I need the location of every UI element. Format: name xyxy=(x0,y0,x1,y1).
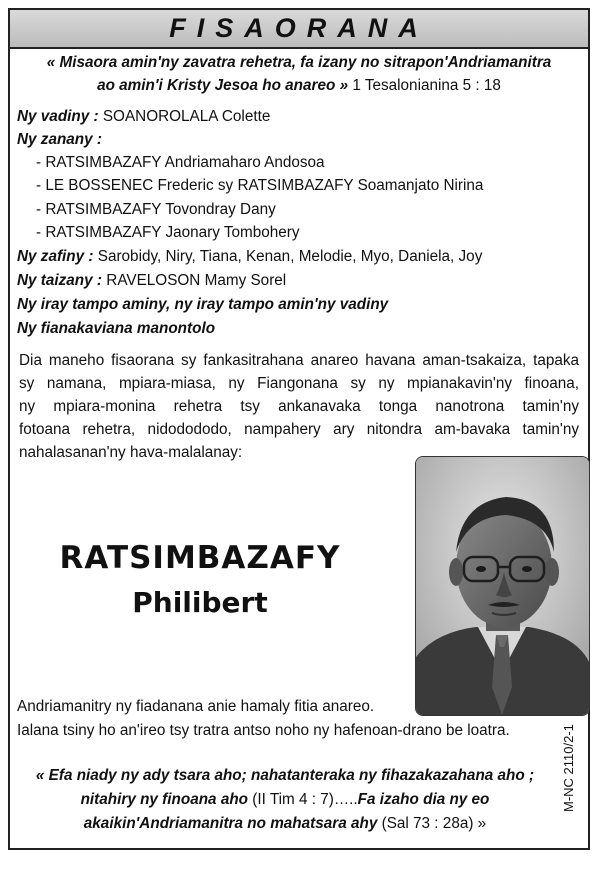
thanks-line-4: fotoana rehetra, nidodododo, nampahery ary nitondra am-bavaka tamin'ny xyxy=(19,421,579,438)
closing-line-1: Andriamanitry ny fiadanana anie hamaly fitia anareo. xyxy=(17,698,375,715)
brother-in-law-line: Ny taizany : RAVELOSON Mamy Sorel xyxy=(17,272,287,289)
notice-frame xyxy=(8,8,590,850)
child-item-3: - RATSIMBAZAFY Tovondray Dany xyxy=(36,201,276,218)
header-bar xyxy=(10,10,588,49)
final-quote-line-1: « Efa niady ny ady tsara aho; nahatanteraka ny fihazakazahana aho ; xyxy=(35,767,535,784)
final-quote-line-3: akaikin'Andriamanitra no mahatsara ahy (Sal 73 : 28a) » xyxy=(83,815,487,832)
child-item-2: - LE BOSSENEC Frederic sy RATSIMBAZAFY Soamanjato Nirina xyxy=(36,177,484,194)
thanks-line-3: ny mpiara-monina rehetra tsy ankanavaka tonga nanotrona tamin'ny xyxy=(19,398,579,415)
child-item-1: - RATSIMBAZAFY Andriamaharo Andosoa xyxy=(36,154,325,171)
deceased-surname: RATSIMBAZAFY xyxy=(59,540,341,576)
children-label: Ny zanany : xyxy=(17,131,103,148)
opening-quote-line-1: « Misaora amin'ny zavatra rehetra, fa izany no sitrapon'Andriamanitra xyxy=(46,54,552,71)
deceased-given-name: Philibert xyxy=(132,586,268,619)
whole-family-line: Ny fianakaviana manontolo xyxy=(17,320,216,337)
side-reference-code: M-NC 2110/2-1 xyxy=(561,724,576,812)
thanks-line-2: sy namana, mpiara-miasa, ny Fiangonana sy ny mpianakavin'ny finoana, xyxy=(19,375,579,392)
widow-line: Ny vadiny : SOANOROLALA Colette xyxy=(17,108,271,125)
child-item-4: - RATSIMBAZAFY Jaonary Tombohery xyxy=(36,224,300,241)
thanks-line-1: Dia maneho fisaorana sy fankasitrahana anareo havana aman-tsakaiza, tapaka xyxy=(19,352,579,369)
opening-quote-ref: 1 Tesalonianina 5 : 18 xyxy=(352,77,501,94)
thanks-paragraph xyxy=(19,349,579,464)
grandchildren-line: Ny zafiny : Sarobidy, Niry, Tiana, Kenan, Melodie, Myo, Daniela, Joy xyxy=(17,248,483,265)
deceased-portrait-photo xyxy=(415,456,590,716)
notice-title: FISAORANA xyxy=(169,13,429,43)
extended-family-line: Ny iray tampo aminy, ny iray tampo amin'ny vadiny xyxy=(17,296,389,313)
portrait-illustration xyxy=(416,457,589,715)
thanks-line-5: nahalasanan'ny hava-malalanay: xyxy=(19,444,243,461)
opening-quote-line-2: ao amin'i Kristy Jesoa ho anareo » 1 Tesalonianina 5 : 18 xyxy=(97,77,501,94)
closing-line-2: Ialana tsiny ho an'ireo tsy tratra antso noho ny hafenoan-drano be loatra. xyxy=(17,722,510,739)
final-quote-line-2: nitahiry ny finoana aho (II Tim 4 : 7)…..Fa izaho dia ny eo xyxy=(80,791,490,808)
